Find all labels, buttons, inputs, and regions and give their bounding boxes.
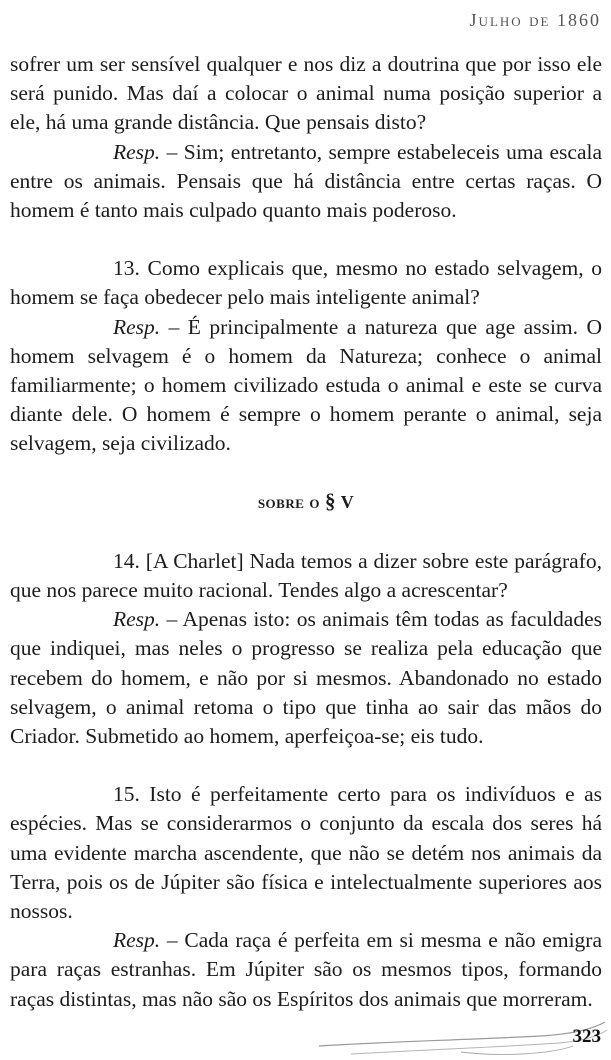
resp-label: Resp. bbox=[113, 928, 161, 953]
section-symbol: § bbox=[325, 488, 336, 513]
resp-label: Resp. bbox=[113, 139, 161, 164]
page-body bbox=[10, 50, 602, 1014]
response-text: – Apenas isto: os animais têm todas as faculdades que indiquei, mas neles o progresso se realiza pela educação que recebem do homem, e não por si mesmos. Abandonado no estado selvagem, o animal retoma o tipo que tinha ao sair das mãos do Criador. Submetido ao homem, aperfeiçoa-se; eis tudo. bbox=[10, 607, 602, 749]
page-number: 323 bbox=[572, 1026, 601, 1047]
response-text: – Sim; entretanto, sempre estabeleceis uma escala entre os animais. Pensais que há distância entre certas raças. O homem é tanto mais culpado quanto mais poderoso. bbox=[10, 139, 602, 223]
response-paragraph bbox=[10, 605, 602, 751]
resp-label: Resp. bbox=[113, 607, 161, 632]
section-heading bbox=[10, 487, 602, 517]
section-number: V bbox=[340, 491, 355, 512]
section-heading-prefix: sobre o bbox=[257, 491, 320, 512]
question-15: 15. Isto é perfeitamente certo para os indivíduos e as espécies. Mas se considerarmos o conjunto da escala dos seres há uma evidente marcha ascendente, que não se detém nos animais da Terra, pois os de Júpiter são física e intelectualmente superiores aos nossos. bbox=[10, 782, 602, 924]
response-text: – Cada raça é perfeita em si mesma e não emigra para raças estranhas. Em Júpiter são os mesmos tipos, formando raças distintas, mas não são os Espíritos dos animais que morreram. bbox=[10, 928, 602, 1011]
response-paragraph bbox=[10, 313, 602, 459]
question-13: 13. Como explicais que, mesmo no estado selvagem, o homem se faça obedecer pelo mais inteligente animal? bbox=[10, 256, 602, 310]
response-text: – É principalmente a natureza que age assim. O homem selvagem é o homem da Natureza; conhece o animal familiarmente; o homem civilizado estuda o animal e este se curva diante dele. O homem é sempre o homem perante o animal, seja selvagem, seja civilizado. bbox=[10, 314, 602, 456]
paragraph-continuation: sofrer um ser sensível qualquer e nos diz a doutrina que por isso ele será punido. Mas daí a colocar o animal numa posição superior a ele, há uma grande distância. Que pensais disto? bbox=[10, 52, 602, 135]
footer-flourish-ornament bbox=[311, 1016, 611, 1060]
running-header: Julho de 1860 bbox=[469, 10, 601, 30]
resp-label: Resp. bbox=[113, 314, 161, 339]
response-paragraph bbox=[10, 138, 602, 226]
response-paragraph bbox=[10, 926, 602, 1014]
question-14: 14. [A Charlet] Nada temos a dizer sobre este parágrafo, que nos parece muito racional. Tendes algo a acrescentar? bbox=[10, 548, 602, 603]
